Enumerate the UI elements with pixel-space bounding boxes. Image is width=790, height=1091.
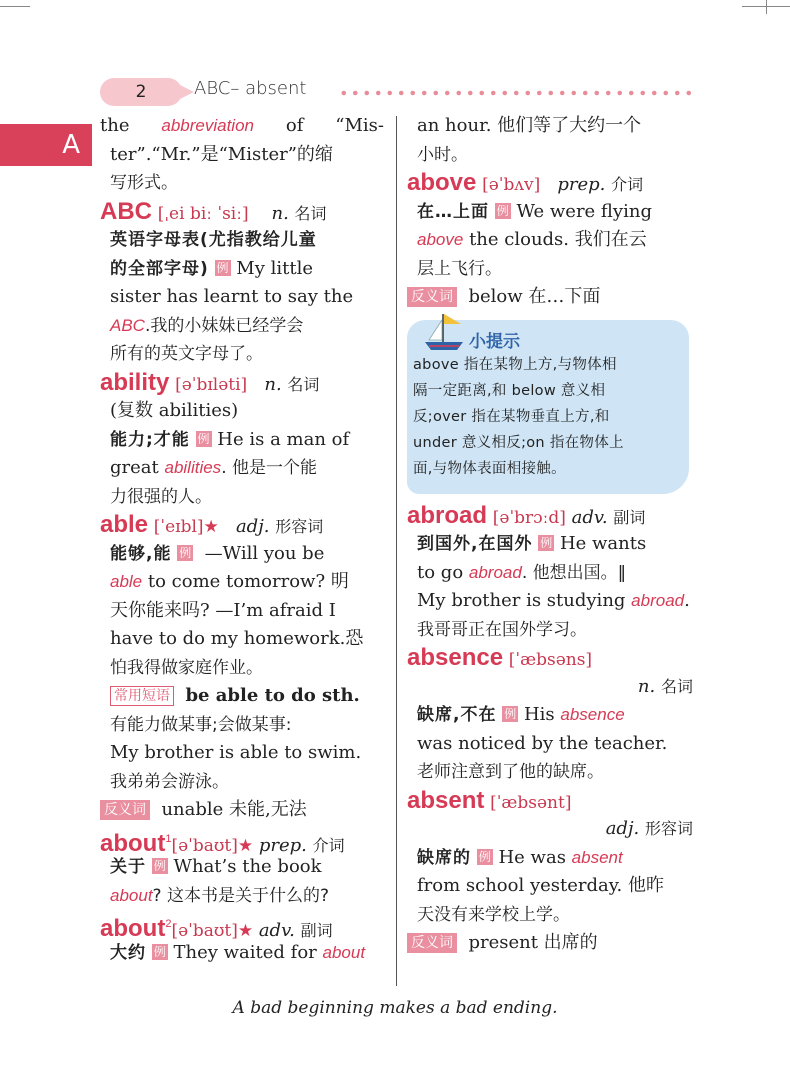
footer-proverb: A bad beginning makes a bad ending. bbox=[232, 998, 558, 1018]
headword: ability bbox=[100, 368, 170, 396]
example-text: . 他是一个能 bbox=[221, 458, 317, 478]
page-number: 2 bbox=[100, 78, 182, 106]
example-badge: 例 bbox=[496, 203, 509, 218]
phonetic: [ˈæbsəns] bbox=[508, 650, 593, 670]
highlight-word: ABC bbox=[110, 315, 145, 335]
phonetic: [ˈæbsənt] bbox=[490, 792, 572, 813]
antonym: below 在…下面 bbox=[468, 286, 601, 307]
headword: ABC bbox=[100, 197, 152, 225]
text-line bbox=[100, 568, 384, 597]
definition: 的全部字母) bbox=[110, 258, 209, 279]
definition: 能力;才能 bbox=[110, 429, 190, 450]
example-badge: 例 bbox=[153, 859, 166, 873]
example-text: sister has learnt to say the bbox=[110, 286, 354, 307]
definition: 英语字母表(尤指教给儿童 bbox=[110, 230, 317, 250]
part-of-speech-cn: 介词 bbox=[312, 835, 345, 855]
tip-line: 面,与物体表面相接触。 bbox=[413, 460, 566, 477]
example-text: 我哥哥正在国外学习。 bbox=[417, 619, 587, 640]
tip-title: 小提示 bbox=[469, 331, 520, 352]
phonetic: [əˈbʌv] bbox=[482, 175, 541, 195]
example-text: from school yesterday. 他昨 bbox=[417, 875, 664, 896]
example-badge: 例 bbox=[540, 536, 553, 550]
part-of-speech-cn: 形容词 bbox=[275, 517, 324, 536]
text-line: 小时。 bbox=[417, 144, 468, 165]
part-of-speech: prep. bbox=[258, 834, 307, 856]
antonym: present 出席的 bbox=[468, 932, 598, 953]
plural-note: (复数 abilities) bbox=[110, 400, 239, 421]
text: of “Mis- bbox=[285, 115, 384, 136]
crop-mark bbox=[0, 6, 30, 7]
text-line bbox=[100, 882, 384, 911]
entry-abroad bbox=[407, 502, 693, 531]
definition: 缺席,不在 bbox=[417, 705, 497, 725]
crop-mark bbox=[766, 0, 767, 14]
text-line: an hour. 他们等了大约一个 bbox=[417, 115, 642, 136]
part-of-speech-cn: 名词 bbox=[287, 374, 320, 394]
part-of-speech-cn: 名词 bbox=[294, 203, 327, 223]
antonym-badge: 反义词 bbox=[407, 933, 457, 953]
example-text: My brother is studying bbox=[417, 590, 626, 611]
part-of-speech: adv. bbox=[258, 920, 295, 941]
definition: 能够,能 bbox=[110, 543, 172, 564]
text-line bbox=[407, 844, 693, 873]
highlight-word: abroad bbox=[631, 591, 685, 610]
star-icon: ★ bbox=[237, 921, 254, 941]
highlight-word: about bbox=[322, 942, 366, 962]
highlight-word: abilities bbox=[164, 458, 222, 477]
column-divider bbox=[396, 116, 397, 986]
example-text: 老师注意到了他的缺席。 bbox=[417, 762, 604, 782]
star-icon: ★ bbox=[203, 517, 219, 537]
highlight-word: abroad bbox=[468, 562, 522, 582]
right-column bbox=[407, 112, 693, 958]
example-text: 力很强的人。 bbox=[110, 486, 212, 507]
example-text: 层上飞行。 bbox=[417, 258, 502, 279]
text-line bbox=[100, 312, 384, 341]
part-of-speech: n. bbox=[637, 675, 656, 697]
example-text: We were flying bbox=[516, 200, 652, 222]
example-text: What’s the book bbox=[173, 856, 322, 877]
text-line bbox=[407, 815, 693, 844]
example-text: He is a man of bbox=[217, 428, 350, 450]
text-line bbox=[407, 226, 693, 255]
part-of-speech: n. bbox=[264, 373, 282, 395]
headword: abroad bbox=[407, 501, 488, 529]
text-line: 写形式。 bbox=[110, 173, 178, 193]
headword-text: about bbox=[100, 829, 166, 857]
antonym: unable 未能,无法 bbox=[161, 799, 307, 820]
example-text: His bbox=[523, 704, 555, 725]
highlight-word: absence bbox=[560, 705, 625, 724]
text-line bbox=[407, 929, 693, 958]
example-badge: 例 bbox=[478, 849, 491, 864]
text-line: ter”.“Mr.”是“Mister”的缩 bbox=[110, 143, 333, 165]
text-line bbox=[100, 255, 384, 284]
phonetic: [ˌei biː ˈsiː] bbox=[157, 203, 249, 224]
example-text: He was bbox=[498, 846, 566, 868]
example-text: He wants bbox=[559, 533, 647, 554]
definition: 大约 bbox=[110, 942, 146, 963]
example-badge: 例 bbox=[197, 431, 210, 446]
headword: able bbox=[100, 511, 149, 538]
example-text: —Will you be bbox=[204, 542, 325, 564]
phrase-meaning: 有能力做某事;会做某事: bbox=[110, 714, 292, 735]
entry-ability bbox=[100, 369, 384, 398]
highlight-word: absent bbox=[571, 847, 623, 867]
part-of-speech-cn: 副词 bbox=[300, 921, 333, 940]
example-badge: 例 bbox=[216, 260, 229, 275]
phonetic: [əˈbrɔːd] bbox=[492, 507, 566, 528]
example-text: . 他想出国。‖ bbox=[521, 562, 627, 583]
tip-line: above 指在某物上方,与物体相 bbox=[413, 356, 617, 373]
example-text: to go bbox=[417, 561, 464, 583]
part-of-speech: prep. bbox=[557, 174, 606, 195]
tip-box bbox=[407, 320, 689, 494]
example-text: 所有的英文字母了。 bbox=[110, 344, 263, 364]
text-line bbox=[407, 530, 693, 559]
definition: 关于 bbox=[110, 857, 146, 877]
phonetic: [ˈeɪbl] bbox=[153, 517, 204, 537]
text-line bbox=[407, 701, 693, 730]
homograph-number: 2 bbox=[165, 918, 172, 930]
highlight-word: about bbox=[110, 885, 153, 905]
example-badge: 例 bbox=[179, 545, 192, 560]
highlight-word: above bbox=[417, 230, 464, 249]
example-text: My little bbox=[236, 257, 313, 279]
text-line bbox=[407, 673, 693, 702]
phrase-example-cn: 我弟弟会游泳。 bbox=[110, 771, 229, 792]
text: the bbox=[100, 115, 130, 136]
part-of-speech: adj. bbox=[605, 818, 640, 839]
tip-line: 反;over 指在某物垂直上方,和 bbox=[413, 408, 610, 425]
part-of-speech-cn: 名词 bbox=[660, 676, 693, 696]
entry-absence bbox=[407, 644, 693, 673]
phonetic: [əˈbɪləti] bbox=[175, 374, 248, 395]
entry-able bbox=[100, 511, 384, 540]
definition: 缺席的 bbox=[417, 847, 471, 868]
highlight-word: abbreviation bbox=[161, 116, 254, 135]
guide-words: ABC– absent bbox=[194, 78, 307, 99]
headword: absent bbox=[407, 786, 485, 814]
headword: above bbox=[407, 169, 477, 196]
part-of-speech-cn: 介词 bbox=[611, 175, 644, 194]
entry-above bbox=[407, 169, 693, 198]
part-of-speech-cn: 副词 bbox=[613, 507, 646, 527]
example-badge: 例 bbox=[153, 944, 166, 959]
left-column bbox=[100, 112, 384, 967]
text-line bbox=[407, 559, 693, 588]
example-text: was noticed by the teacher. bbox=[417, 732, 668, 754]
text-line bbox=[100, 426, 384, 455]
text-line bbox=[100, 939, 384, 968]
text-line bbox=[100, 454, 384, 483]
entry-about-2 bbox=[100, 910, 384, 942]
part-of-speech: n. bbox=[271, 202, 289, 224]
text-line bbox=[100, 682, 384, 711]
page-header bbox=[100, 74, 700, 108]
antonym-badge: 反义词 bbox=[100, 800, 150, 820]
highlight-word: able bbox=[110, 572, 143, 591]
example-text: the clouds. 我们在云 bbox=[469, 229, 647, 250]
entry-about-1 bbox=[100, 825, 384, 857]
example-text: 天你能来吗? —I’m afraid I bbox=[110, 599, 336, 621]
part-of-speech: adv. bbox=[571, 506, 608, 528]
example-text: They waited for bbox=[173, 941, 317, 963]
text-line bbox=[407, 283, 693, 312]
part-of-speech: adj. bbox=[235, 516, 270, 537]
example-text: 怕我得做家庭作业。 bbox=[110, 657, 263, 678]
tip-line: under 意义相反;on 指在物体上 bbox=[413, 434, 624, 451]
part-of-speech-cn: 形容词 bbox=[644, 819, 693, 838]
text-line bbox=[407, 587, 693, 616]
definition: 到国外,在国外 bbox=[417, 534, 533, 554]
example-text: 天没有来学校上学。 bbox=[417, 904, 570, 925]
example-text: ? 这本书是关于什么的? bbox=[152, 885, 329, 906]
example-text: .我的小妹妹已经学会 bbox=[144, 315, 304, 336]
headword-text: about bbox=[100, 915, 166, 942]
text-line bbox=[407, 198, 693, 227]
example-text: to come tomorrow? 明 bbox=[147, 571, 349, 592]
section-letter-tab: A bbox=[0, 124, 92, 166]
text-line bbox=[100, 853, 384, 882]
phonetic: [əˈbaʊt] bbox=[171, 921, 238, 941]
headword: absence bbox=[407, 644, 504, 671]
entry-absent bbox=[407, 787, 693, 816]
dotted-rule bbox=[338, 90, 698, 96]
phrase-badge: 常用短语 bbox=[110, 686, 174, 706]
text-line bbox=[100, 796, 384, 825]
entry-abc bbox=[100, 198, 384, 227]
definition: 在…上面 bbox=[417, 201, 489, 222]
phrase-example: My brother is able to swim. bbox=[110, 742, 362, 763]
example-badge: 例 bbox=[504, 707, 517, 721]
phonetic: [əˈbaʊt] bbox=[171, 835, 238, 856]
text-line bbox=[100, 540, 384, 569]
tip-line: 隔一定距离,和 below 意义相 bbox=[413, 382, 606, 399]
antonym-badge: 反义词 bbox=[407, 287, 457, 307]
phrase: be able to do sth. bbox=[185, 685, 360, 706]
example-text: great bbox=[110, 457, 159, 478]
sailboat-icon bbox=[421, 310, 467, 354]
headword bbox=[100, 915, 171, 942]
star-icon: ★ bbox=[237, 835, 254, 856]
example-text: have to do my homework.恐 bbox=[110, 628, 364, 649]
example-text: . bbox=[684, 590, 690, 611]
homograph-number: 1 bbox=[165, 832, 172, 845]
text-line bbox=[100, 112, 384, 141]
